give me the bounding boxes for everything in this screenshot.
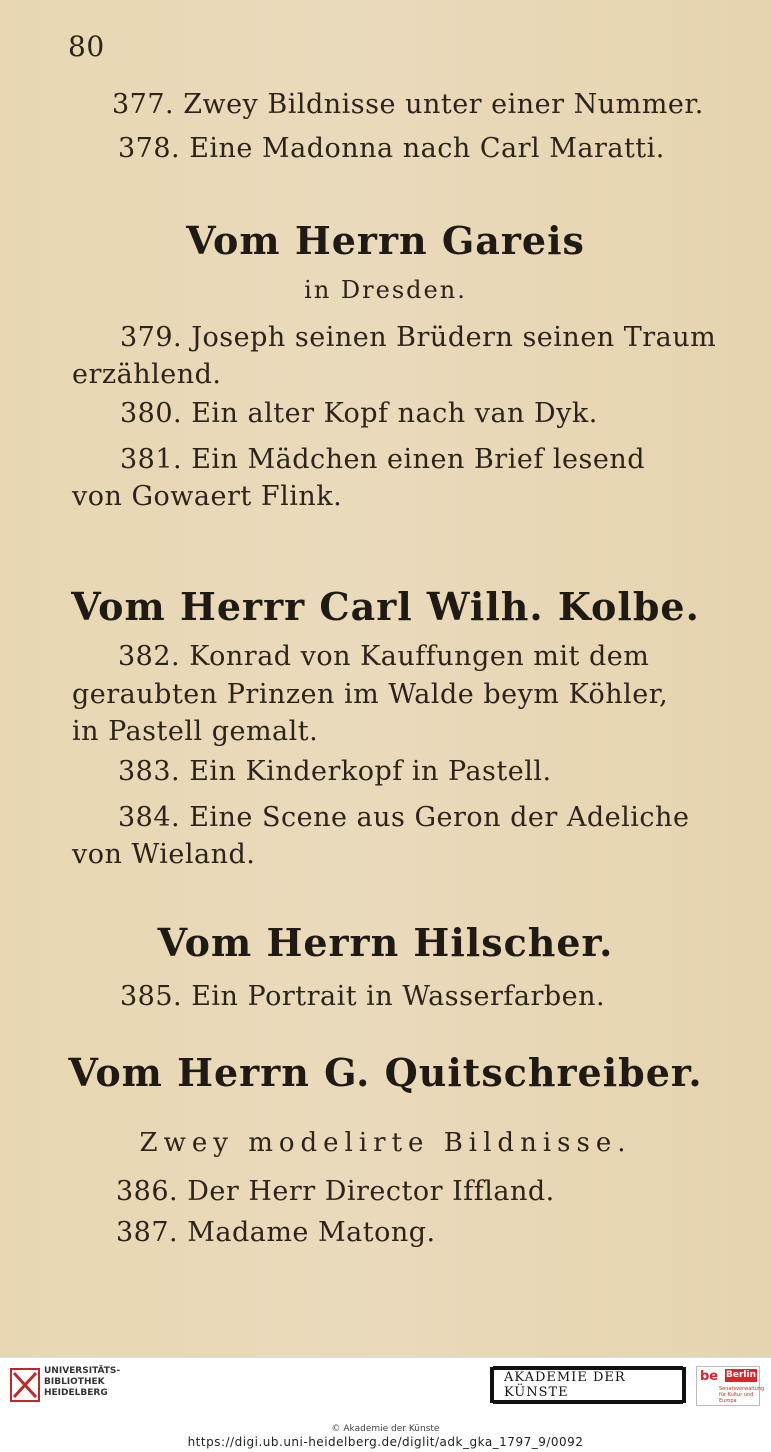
- akademie-der-kuenste-logo[interactable]: [490, 1367, 686, 1403]
- entry-382-line3: in Pastell gemalt.: [72, 716, 319, 747]
- section-subheading-bildnisse: Zwey modelirte Bildnisse.: [139, 1128, 632, 1158]
- berlin-logo-subtitle: Senatsverwaltung für Kultur und Europa: [719, 1386, 765, 1404]
- university-library-name-line1: UNIVERSITÄTS-: [44, 1366, 121, 1376]
- copyright-notice: © Akademie der Künste: [331, 1424, 440, 1434]
- entry-377: 377. Zwey Bildnisse unter einer Nummer.: [112, 89, 704, 120]
- entry-381-line2: von Gowaert Flink.: [72, 481, 343, 512]
- berlin-senate-logo[interactable]: [696, 1366, 765, 1406]
- entry-384-line1: 384. Eine Scene aus Geron der Adeliche: [118, 802, 690, 833]
- section-heading-gareis: Vom Herrn Gareis: [186, 218, 585, 263]
- berlin-logo-berlin: Berlin: [726, 1370, 756, 1380]
- section-heading-quitschreiber: Vom Herrn G. Quitschreiber.: [68, 1050, 703, 1095]
- university-library-logo-icon[interactable]: [10, 1368, 40, 1402]
- entry-382-line1: 382. Konrad von Kauffungen mit dem: [118, 641, 650, 672]
- entry-384-line2: von Wieland.: [72, 839, 256, 870]
- entry-379-line2: erzählend.: [72, 359, 222, 390]
- university-library-name-line2: BIBLIOTHEK: [44, 1377, 105, 1387]
- section-subheading-dresden: in Dresden.: [304, 276, 467, 304]
- entry-387: 387. Madame Matong.: [116, 1217, 436, 1248]
- akademie-der-kuenste-logo-text: AKADEMIE DER KÜNSTE: [493, 1366, 683, 1404]
- entry-385: 385. Ein Portrait in Wasserfarben.: [120, 981, 606, 1012]
- berlin-logo-be: be: [700, 1369, 719, 1384]
- university-library-name: [44, 1366, 120, 1399]
- entry-381-line1: 381. Ein Mädchen einen Brief lesend: [120, 444, 646, 475]
- entry-386: 386. Der Herr Director Iffland.: [116, 1176, 555, 1207]
- entry-379-line1: 379. Joseph seinen Brüdern seinen Traum: [120, 322, 717, 353]
- entry-380: 380. Ein alter Kopf nach van Dyk.: [120, 398, 598, 429]
- entry-378: 378. Eine Madonna nach Carl Maratti.: [118, 133, 665, 164]
- viewer-footer: [0, 1357, 771, 1452]
- entry-383: 383. Ein Kinderkopf in Pastell.: [118, 756, 552, 787]
- page-number: 80: [68, 30, 105, 63]
- entry-382-line2: geraubten Prinzen im Walde beym Köhler,: [72, 679, 669, 710]
- university-library-name-line3: HEIDELBERG: [44, 1388, 108, 1398]
- section-heading-kolbe: Vom Herrr Carl Wilh. Kolbe.: [71, 584, 700, 629]
- section-heading-hilscher: Vom Herrn Hilscher.: [157, 920, 614, 965]
- permalink-url[interactable]: https://digi.ub.uni-heidelberg.de/diglit/adk_gka_1797_9/0092: [187, 1435, 584, 1449]
